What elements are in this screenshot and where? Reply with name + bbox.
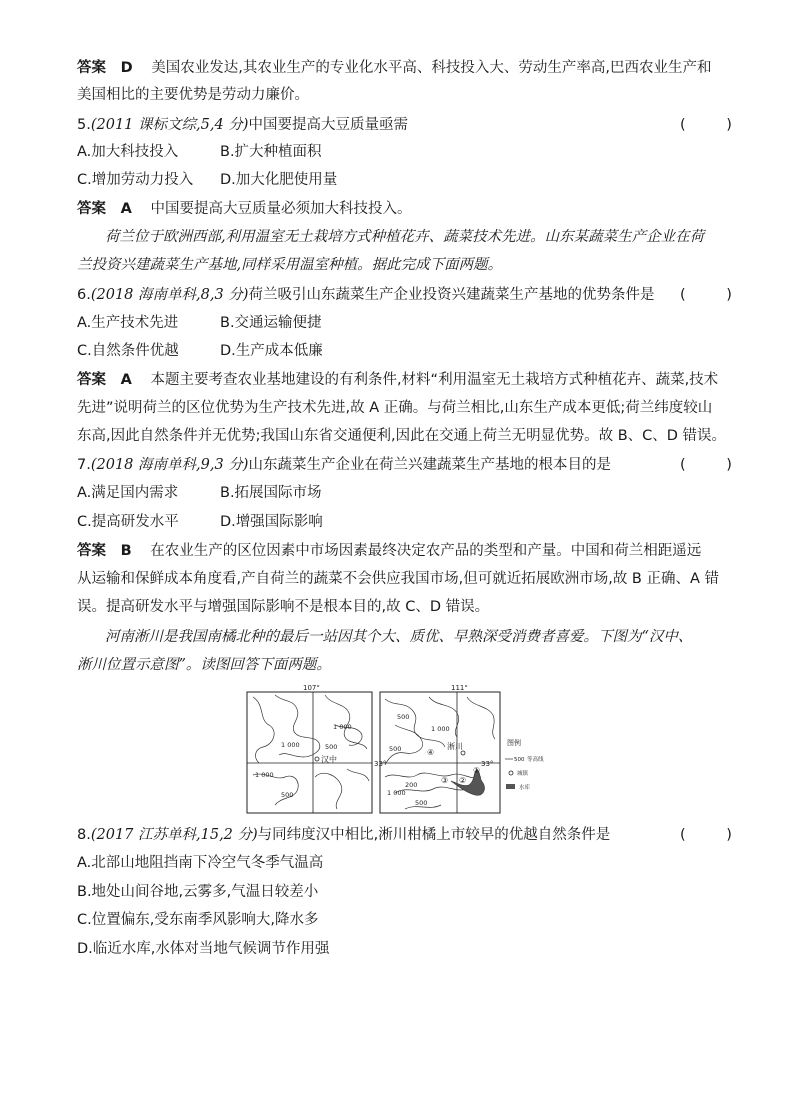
contour-label: 1 000: [387, 789, 406, 797]
answer-text: 美国农业发达,其农业生产的专业化水平高、科技投入大、劳动生产率高,巴西农业生产和: [151, 60, 712, 76]
q6-answer-line3: 东高,因此自然条件并无优势;我国山东省交通便利,因此在交通上荷兰无明显优势。故 B、C、D 错误。: [77, 428, 727, 444]
q6-option-b: B.交通运输便捷: [220, 315, 322, 331]
answer-letter: A: [120, 372, 132, 388]
city-marker-hanzhong: [315, 757, 319, 761]
longitude-label-right: 111°: [451, 685, 468, 692]
contour-label: 500: [389, 745, 402, 753]
location-marker-1: ①: [473, 766, 481, 775]
intro-holland-line2: 兰投资兴建蔬菜生产基地,同样采用温室种植。据此完成下面两题。: [77, 257, 503, 273]
contour-label: 500: [281, 791, 294, 799]
location-map: [245, 685, 553, 815]
legend-city-swatch: [509, 771, 513, 775]
contour-label: 1 000: [431, 725, 450, 733]
location-marker-4: ④: [427, 748, 435, 757]
answer-letter: B: [120, 543, 132, 559]
question-text: 中国要提高大豆质量亟需: [248, 117, 408, 133]
answer-tag: 答案: [77, 372, 106, 388]
q7-answer-line2: 从运输和保鲜成本角度看,产自荷兰的蔬菜不会供应我国市场,但可就近拓展欧洲市场,故 B 正确、A 错: [77, 571, 720, 587]
q6-option-c: C.自然条件优越: [77, 343, 179, 359]
legend-contour-value: 500: [514, 757, 525, 763]
q6-answer-line2: 先进”说明荷兰的区位优势为生产技术先进,故 A 正确。与荷兰相比,山东生产成本更低;荷兰纬度较山: [77, 400, 713, 416]
left-map-frame: [247, 692, 372, 813]
question-text: 山东蔬菜生产企业在荷兰兴建蔬菜生产基地的根本目的是: [248, 457, 611, 473]
contour-label: 200: [405, 781, 418, 789]
latitude-label-left: 33°: [374, 760, 387, 768]
q8-option-c: C.位置偏东,受东南季风影响大,降水多: [77, 912, 319, 928]
answer-text: 中国要提高大豆质量必须加大科技投入。: [150, 201, 412, 217]
q7-answer-bracket: ( ): [680, 457, 750, 473]
q8-option-b: B.地处山间谷地,云雾多,气温日较差小: [77, 884, 319, 900]
legend-contour-label: 等高线: [527, 757, 544, 763]
contour-label: 1 000: [281, 741, 300, 749]
answer-letter: D: [120, 60, 133, 76]
location-marker-3: ③: [441, 776, 449, 785]
location-marker-2: ②: [459, 776, 467, 785]
answer-text: 本题主要考查农业基地建设的有利条件,材料“利用温室无土栽培方式种植花卉、蔬菜,技术: [150, 372, 719, 388]
intro-henan-line1: 河南淅川是我国南橘北种的最后一站因其个大、质优、早熟深受消费者喜爱。下图为“汉中、: [105, 629, 693, 645]
q5-option-b: B.扩大种植面积: [220, 144, 322, 160]
contour-label: 1 000: [333, 723, 352, 731]
city-label-hanzhong: 汉中: [321, 755, 337, 764]
q5-answer-bracket: ( ): [680, 117, 750, 133]
q8-stem: [77, 825, 610, 845]
city-label-xichuan: 淅川: [447, 742, 463, 751]
question-text: 与同纬度汉中相比,淅川柑橘上市较早的优越自然条件是: [257, 827, 611, 843]
q4-answer-line1: [77, 58, 711, 78]
legend-city-label: 城镇: [517, 771, 529, 777]
q7-option-c: C.提高研发水平: [77, 514, 179, 530]
question-number: 5.: [77, 117, 91, 133]
latitude-label-right: 33°: [481, 760, 494, 768]
q4-answer-line2: 美国相比的主要优势是劳动力廉价。: [77, 87, 309, 103]
q7-option-b: B.拓展国际市场: [220, 485, 322, 501]
longitude-label-left: 107°: [303, 685, 320, 692]
q6-option-d: D.生产成本低廉: [220, 343, 323, 359]
q7-answer-line1: [77, 541, 701, 561]
q6-stem: [77, 285, 654, 305]
q7-answer-line3: 误。提高研发水平与增强国际影响不是根本目的,故 C、D 错误。: [77, 599, 490, 615]
answer-letter: A: [120, 201, 132, 217]
question-number: 6.: [77, 287, 91, 303]
question-number: 8.: [77, 827, 91, 843]
q5-stem: [77, 115, 408, 135]
intro-holland-line1: 荷兰位于欧洲西部,利用温室无土栽培方式种植花卉、蔬菜技术先进。山东某蔬菜生产企业在荷: [105, 229, 705, 245]
q7-stem: [77, 455, 611, 475]
q8-answer-bracket: ( ): [680, 827, 750, 843]
answer-tag: 答案: [77, 543, 106, 559]
q6-option-a: A.生产技术先进: [77, 315, 179, 331]
question-number: 7.: [77, 457, 91, 473]
q5-answer: [77, 199, 411, 219]
contour-label: 500: [397, 713, 410, 721]
legend-reservoir-label: 水库: [519, 785, 531, 791]
question-source: (2011 课标文综,5,4 分): [90, 117, 249, 133]
contour-label: 500: [325, 743, 338, 751]
legend-reservoir-swatch: [506, 784, 515, 789]
contour-label: 500: [415, 799, 428, 807]
q5-option-d: D.加大化肥使用量: [220, 172, 338, 188]
q6-answer-line1: [77, 370, 718, 390]
question-source: (2018 海南单科,9,3 分): [90, 457, 249, 473]
contour-label: 1 000: [255, 771, 274, 779]
left-contours: [253, 695, 369, 809]
legend-title: 图例: [507, 739, 521, 747]
q5-option-a: A.加大科技投入: [77, 144, 179, 160]
q8-option-d: D.临近水库,水体对当地气候调节作用强: [77, 941, 330, 957]
answer-tag: 答案: [77, 60, 106, 76]
q7-option-a: A.满足国内需求: [77, 485, 179, 501]
answer-text: 在农业生产的区位因素中市场因素最终决定农产品的类型和产量。中国和荷兰相距遥远: [150, 543, 702, 559]
answer-tag: 答案: [77, 201, 106, 217]
city-marker-xichuan: [461, 751, 465, 755]
question-source: (2018 海南单科,8,3 分): [90, 287, 249, 303]
q7-option-d: D.增强国际影响: [220, 514, 323, 530]
q8-option-a: A.北部山地阻挡南下冷空气冬季气温高: [77, 855, 324, 871]
intro-henan-line2: 淅川位置示意图”。读图回答下面两题。: [77, 657, 331, 673]
question-text: 荷兰吸引山东蔬菜生产企业投资兴建蔬菜生产基地的优势条件是: [248, 287, 655, 303]
question-source: (2017 江苏单科,15,2 分): [90, 827, 258, 843]
q6-answer-bracket: ( ): [680, 287, 750, 303]
q5-option-c: C.增加劳动力投入: [77, 172, 194, 188]
